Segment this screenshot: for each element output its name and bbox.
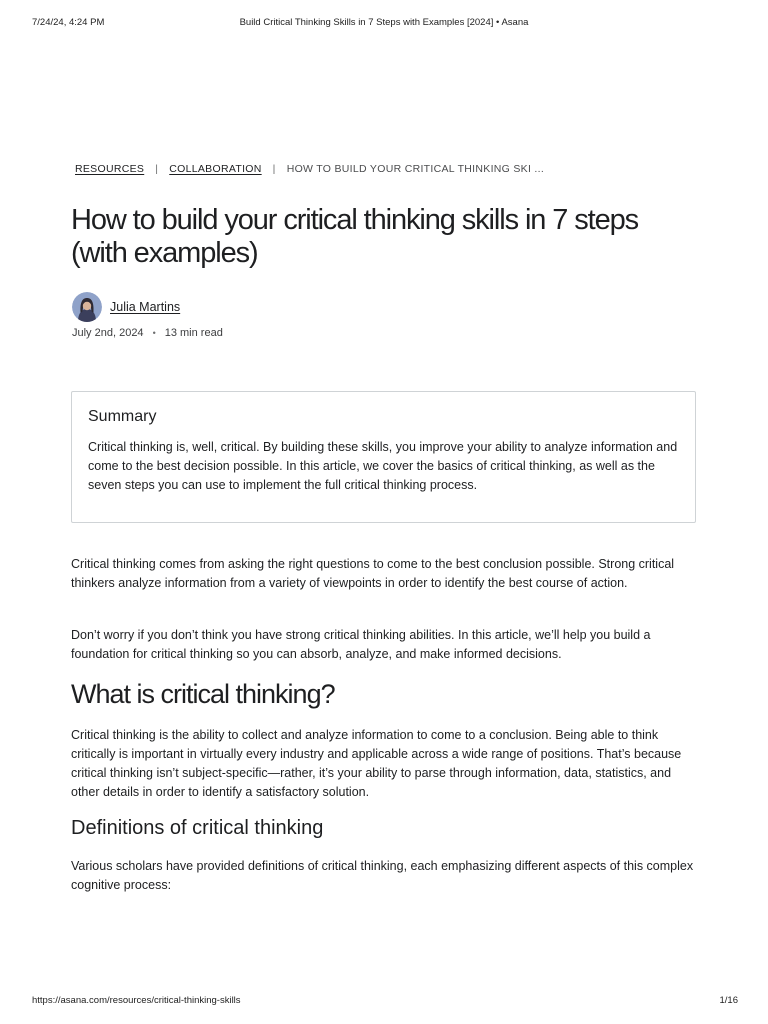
print-document-title: Build Critical Thinking Skills in 7 Steps with Examples [2024] • Asana xyxy=(239,17,529,28)
summary-box xyxy=(71,391,696,523)
read-time: 13 min read xyxy=(164,327,223,339)
intro-paragraph-1: Critical thinking comes from asking the right questions to come to the best conclusion possible. Strong critical thinkers analyze information from a variety of viewpoints in order to identify the best course of action. xyxy=(71,557,675,590)
summary-text: Critical thinking is, well, critical. By building these skills, you improve your ability to analyze information and come to the best decision possible. In this article, we cover the basics of critical thinking, as well as the seven steps you can use to implement the full critical thinking process. xyxy=(88,440,678,492)
breadcrumb xyxy=(75,163,544,175)
author-byline xyxy=(72,292,180,322)
print-page-url: https://asana.com/resources/critical-thinking-skills xyxy=(32,995,241,1006)
intro-paragraph-2: Don’t worry if you don’t think you have strong critical thinking abilities. In this article, we’ll help you build a foundation for critical thinking so you can absorb, analyze, and make informed decisions. xyxy=(71,628,651,661)
subsection-heading-definitions: Definitions of critical thinking xyxy=(71,817,324,839)
page-title: How to build your critical thinking skills in 7 steps (with examples) xyxy=(71,204,639,269)
author-name-link[interactable]: Julia Martins xyxy=(110,300,181,314)
author-avatar[interactable] xyxy=(72,292,102,322)
print-header xyxy=(32,17,736,31)
section-heading-what-is-critical-thinking: What is critical thinking? xyxy=(71,679,335,709)
subsection-paragraph: Various scholars have provided definitions of critical thinking, each emphasizing different aspects of this complex cognitive process: xyxy=(71,859,694,892)
breadcrumb-separator: | xyxy=(155,163,159,175)
breadcrumb-current-page: HOW TO BUILD YOUR CRITICAL THINKING SKI ... xyxy=(286,163,545,175)
breadcrumb-link-resources[interactable]: RESOURCES xyxy=(75,163,145,175)
meta-separator: • xyxy=(152,328,156,338)
breadcrumb-link-collaboration[interactable]: COLLABORATION xyxy=(169,163,262,175)
section-paragraph: Critical thinking is the ability to collect and analyze information to come to a conclusion. Being able to think critically is important in virtually every industry and applicable across a wide range of positions. That’s because critical thinking isn’t subject-specific—rather, it’s your ability to parse through information, data, statistics, and other details in order to identify a satisfactory solution. xyxy=(71,728,682,799)
print-page-number: 1/16 xyxy=(719,995,738,1006)
summary-heading: Summary xyxy=(88,408,157,425)
publish-date: July 2nd, 2024 xyxy=(72,327,144,339)
print-footer xyxy=(32,995,738,1009)
print-timestamp: 7/24/24, 4:24 PM xyxy=(32,17,105,28)
breadcrumb-separator: | xyxy=(272,163,276,175)
article-meta xyxy=(72,327,223,339)
